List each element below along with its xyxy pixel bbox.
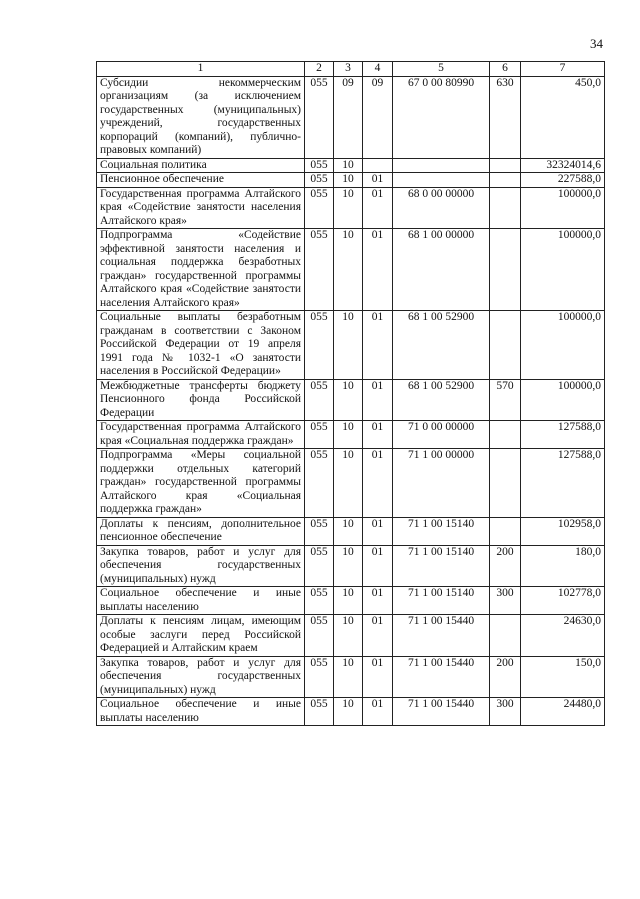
row-cell-c2: 055 [305, 587, 334, 615]
row-cell-c3: 10 [334, 449, 363, 518]
table-row [97, 587, 605, 615]
row-name-cell: Субсидии некоммерческим организациям (за исключением государственных (муниципальных) учреждений, государственных корпораций (компаний), публично-правовых компаний) [97, 76, 305, 158]
row-cell-c2: 055 [305, 698, 334, 726]
row-cell-c7: 102778,0 [521, 587, 605, 615]
row-cell-c3: 10 [334, 587, 363, 615]
row-cell-c5: 71 1 00 15140 [393, 545, 490, 587]
row-cell-c2: 055 [305, 173, 334, 188]
row-cell-c5: 71 1 00 15140 [393, 587, 490, 615]
table-row [97, 187, 605, 229]
row-name-cell: Закупка товаров, работ и услуг для обеспечения государственных (муниципальных) нужд [97, 545, 305, 587]
row-cell-c2: 055 [305, 187, 334, 229]
row-name-cell: Подпрограмма «Меры социальной поддержки отдельных категорий граждан» государственной программы Алтайского края «Социальная поддержка граждан» [97, 449, 305, 518]
row-cell-c4: 01 [363, 656, 393, 698]
row-cell-c4: 01 [363, 615, 393, 657]
row-name-cell: Государственная программа Алтайского края «Содействие занятости населения Алтайского края» [97, 187, 305, 229]
row-cell-c4: 01 [363, 173, 393, 188]
row-cell-c4: 01 [363, 698, 393, 726]
row-cell-c5: 67 0 00 80990 [393, 76, 490, 158]
table-row [97, 698, 605, 726]
table-row [97, 229, 605, 311]
row-cell-c3: 09 [334, 76, 363, 158]
header-cell: 2 [305, 62, 334, 77]
row-cell-c5: 71 1 00 15440 [393, 615, 490, 657]
row-name-cell: Закупка товаров, работ и услуг для обеспечения государственных (муниципальных) нужд [97, 656, 305, 698]
row-name-cell: Социальное обеспечение и иные выплаты населению [97, 698, 305, 726]
table-row [97, 311, 605, 380]
row-cell-c3: 10 [334, 158, 363, 173]
row-cell-c3: 10 [334, 698, 363, 726]
row-cell-c4: 01 [363, 311, 393, 380]
table-row [97, 76, 605, 158]
row-cell-c6: 200 [490, 656, 521, 698]
row-name-cell: Доплаты к пенсиям лицам, имеющим особые заслуги перед Российской Федерацией и Алтайским краем [97, 615, 305, 657]
row-cell-c5: 71 1 00 15140 [393, 517, 490, 545]
row-name-cell: Государственная программа Алтайского края «Социальная поддержка граждан» [97, 421, 305, 449]
row-cell-c6: 570 [490, 379, 521, 421]
table-row [97, 545, 605, 587]
row-cell-c4: 01 [363, 587, 393, 615]
row-cell-c3: 10 [334, 379, 363, 421]
row-cell-c7: 127588,0 [521, 421, 605, 449]
row-cell-c2: 055 [305, 76, 334, 158]
row-cell-c5: 71 1 00 15440 [393, 698, 490, 726]
row-cell-c6 [490, 311, 521, 380]
table-row [97, 173, 605, 188]
row-cell-c5: 68 1 00 52900 [393, 311, 490, 380]
row-cell-c7: 227588,0 [521, 173, 605, 188]
row-cell-c7: 24630,0 [521, 615, 605, 657]
header-row [97, 62, 605, 77]
header-cell: 3 [334, 62, 363, 77]
row-cell-c6 [490, 517, 521, 545]
row-cell-c7: 127588,0 [521, 449, 605, 518]
row-cell-c7: 100000,0 [521, 379, 605, 421]
row-cell-c7: 150,0 [521, 656, 605, 698]
row-cell-c2: 055 [305, 517, 334, 545]
row-cell-c3: 10 [334, 187, 363, 229]
header-cell: 7 [521, 62, 605, 77]
row-cell-c3: 10 [334, 421, 363, 449]
row-cell-c2: 055 [305, 158, 334, 173]
row-cell-c4: 01 [363, 379, 393, 421]
row-cell-c6 [490, 615, 521, 657]
page-number: 34 [590, 36, 603, 51]
row-cell-c3: 10 [334, 311, 363, 380]
row-cell-c3: 10 [334, 615, 363, 657]
row-cell-c4 [363, 158, 393, 173]
row-cell-c7: 102958,0 [521, 517, 605, 545]
row-cell-c6: 300 [490, 587, 521, 615]
row-cell-c7: 100000,0 [521, 229, 605, 311]
table-row [97, 517, 605, 545]
row-cell-c7: 100000,0 [521, 187, 605, 229]
row-cell-c5: 68 0 00 00000 [393, 187, 490, 229]
header-cell: 5 [393, 62, 490, 77]
row-cell-c7: 450,0 [521, 76, 605, 158]
table-row [97, 656, 605, 698]
row-cell-c6: 300 [490, 698, 521, 726]
row-cell-c5: 71 0 00 00000 [393, 421, 490, 449]
row-cell-c6 [490, 229, 521, 311]
row-name-cell: Подпрограмма «Содействие эффективной занятости населения и социальная поддержка безработных граждан» государственной программы Алтайского края «Содействие занятости населения Алтайского края» [97, 229, 305, 311]
row-cell-c2: 055 [305, 656, 334, 698]
row-name-cell: Социальное обеспечение и иные выплаты населению [97, 587, 305, 615]
row-cell-c4: 09 [363, 76, 393, 158]
row-cell-c2: 055 [305, 615, 334, 657]
row-cell-c2: 055 [305, 545, 334, 587]
row-cell-c2: 055 [305, 311, 334, 380]
row-cell-c6 [490, 173, 521, 188]
header-cell: 4 [363, 62, 393, 77]
row-cell-c7: 32324014,6 [521, 158, 605, 173]
row-cell-c6: 630 [490, 76, 521, 158]
table-row [97, 449, 605, 518]
row-name-cell: Межбюджетные трансферты бюджету Пенсионного фонда Российской Федерации [97, 379, 305, 421]
row-cell-c2: 055 [305, 229, 334, 311]
row-cell-c6 [490, 187, 521, 229]
row-cell-c2: 055 [305, 379, 334, 421]
row-cell-c3: 10 [334, 656, 363, 698]
table-row [97, 158, 605, 173]
row-cell-c5: 71 1 00 00000 [393, 449, 490, 518]
row-cell-c2: 055 [305, 449, 334, 518]
row-cell-c6 [490, 449, 521, 518]
row-cell-c7: 180,0 [521, 545, 605, 587]
row-cell-c5: 68 1 00 52900 [393, 379, 490, 421]
row-cell-c2: 055 [305, 421, 334, 449]
row-cell-c5 [393, 158, 490, 173]
row-cell-c5: 68 1 00 00000 [393, 229, 490, 311]
header-cell: 1 [97, 62, 305, 77]
row-cell-c3: 10 [334, 545, 363, 587]
row-cell-c4: 01 [363, 545, 393, 587]
row-cell-c4: 01 [363, 517, 393, 545]
row-name-cell: Социальные выплаты безработным гражданам в соответствии с Законом Российской Федерации от 19 апреля 1991 года № 1032-1 «О занятости населения в Российской Федерации» [97, 311, 305, 380]
row-cell-c6 [490, 158, 521, 173]
row-cell-c3: 10 [334, 229, 363, 311]
header-cell: 6 [490, 62, 521, 77]
row-cell-c4: 01 [363, 229, 393, 311]
row-cell-c6: 200 [490, 545, 521, 587]
row-cell-c4: 01 [363, 187, 393, 229]
table-row [97, 421, 605, 449]
row-cell-c5: 71 1 00 15440 [393, 656, 490, 698]
row-cell-c4: 01 [363, 449, 393, 518]
row-cell-c7: 100000,0 [521, 311, 605, 380]
row-cell-c7: 24480,0 [521, 698, 605, 726]
row-cell-c4: 01 [363, 421, 393, 449]
row-cell-c5 [393, 173, 490, 188]
row-cell-c3: 10 [334, 173, 363, 188]
row-name-cell: Пенсионное обеспечение [97, 173, 305, 188]
budget-table [96, 61, 605, 726]
row-cell-c3: 10 [334, 517, 363, 545]
row-name-cell: Доплаты к пенсиям, дополнительное пенсионное обеспечение [97, 517, 305, 545]
table-row [97, 615, 605, 657]
table-row [97, 379, 605, 421]
row-cell-c6 [490, 421, 521, 449]
row-name-cell: Социальная политика [97, 158, 305, 173]
